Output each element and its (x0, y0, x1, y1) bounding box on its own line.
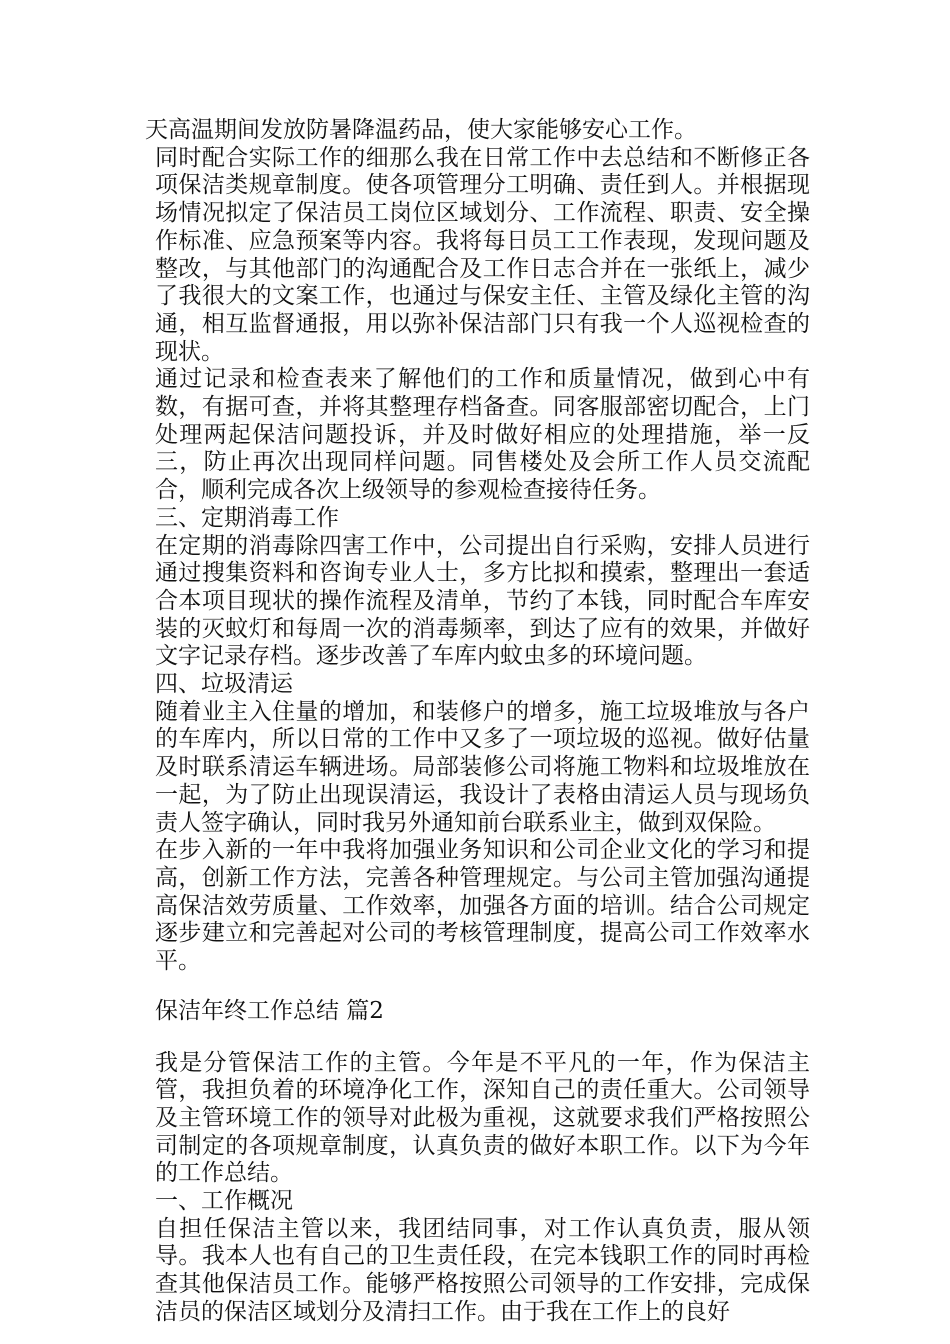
section-heading-disinfection: 三、定期消毒工作 (155, 504, 339, 531)
paragraph-7: 我是分管保洁工作的主管。今年是不平凡的一年，作为保洁主管，我担负着的环境净化工作，深知自己的责任重大。公司领导及主管环境工作的领导对此极为重视，这就要求我们严格按照公司制定的各项规章制度，认真负责的做好本职工作。以下为今年的工作总结。 (155, 1049, 810, 1187)
paragraph-4: 在定期的消毒除四害工作中，公司提出自行采购，安排人员进行通过搜集资料和咨询专业人士，多方比拟和摸索，整理出一套适合本项目现状的操作流程及清单，节约了本钱，同时配合车库安装的灭蚊灯和每周一次的消毒频率，到达了应有的效果，并做好文字记录存档。逐步改善了车库内蚊虫多的环境问题。 (155, 532, 810, 670)
article-title: 保洁年终工作总结 篇2 (155, 997, 384, 1024)
paragraph-2: 同时配合实际工作的细那么我在日常工作中去总结和不断修正各项保洁类规章制度。使各项管理分工明确、责任到人。并根据现场情况拟定了保洁员工岗位区域划分、工作流程、职责、安全操作标准、应急预案等内容。我将每日员工工作表现，发现问题及整改，与其他部门的沟通配合及工作日志合并在一张纸上，减少了我很大的文案工作，也通过与保安主任、主管及绿化主管的沟通，相互监督通报，用以弥补保洁部门只有我一个人巡视检查的现状。 (155, 144, 810, 365)
paragraph-6: 在步入新的一年中我将加强业务知识和公司企业文化的学习和提高，创新工作方法，完善各种管理规定。与公司主管加强沟通提高保洁效劳质量、工作效率，加强各方面的培训。结合公司规定逐步建立和完善起对公司的考核管理制度，提高公司工作效率水平。 (155, 837, 810, 975)
section-heading-overview: 一、工作概况 (155, 1188, 293, 1215)
document-page (145, 117, 810, 1327)
paragraph-3: 通过记录和检查表来了解他们的工作和质量情况，做到心中有数，有据可查，并将其整理存档备查。同客服部密切配合，上门处理两起保洁问题投诉，并及时做好相应的处理措施，举一反三，防止再次出现同样问题。同售楼处及会所工作人员交流配合，顺利完成各次上级领导的参观检查接待任务。 (155, 366, 810, 504)
section-heading-garbage: 四、垃圾清运 (155, 671, 293, 698)
paragraph-5: 随着业主入住量的增加，和装修户的增多，施工垃圾堆放与各户的车库内，所以日常的工作中又多了一项垃圾的巡视。做好估量及时联系清运车辆进场。局部装修公司将施工物料和垃圾堆放在一起，为了防止出现误清运，我设计了表格由清运人员与现场负责人签字确认，同时我另外通知前台联系业主，做到双保险。 (155, 698, 810, 836)
paragraph-1: 天高温期间发放防暑降温药品，使大家能够安心工作。 (145, 117, 697, 143)
paragraph-8: 自担任保洁主管以来，我团结同事，对工作认真负责，服从领导。我本人也有自己的卫生责任段，在完本钱职工作的同时再检查其他保洁员工作。能够严格按照公司领导的工作安排，完成保洁员的保洁区域划分及清扫工作。由于我在工作上的良好 (155, 1215, 810, 1325)
